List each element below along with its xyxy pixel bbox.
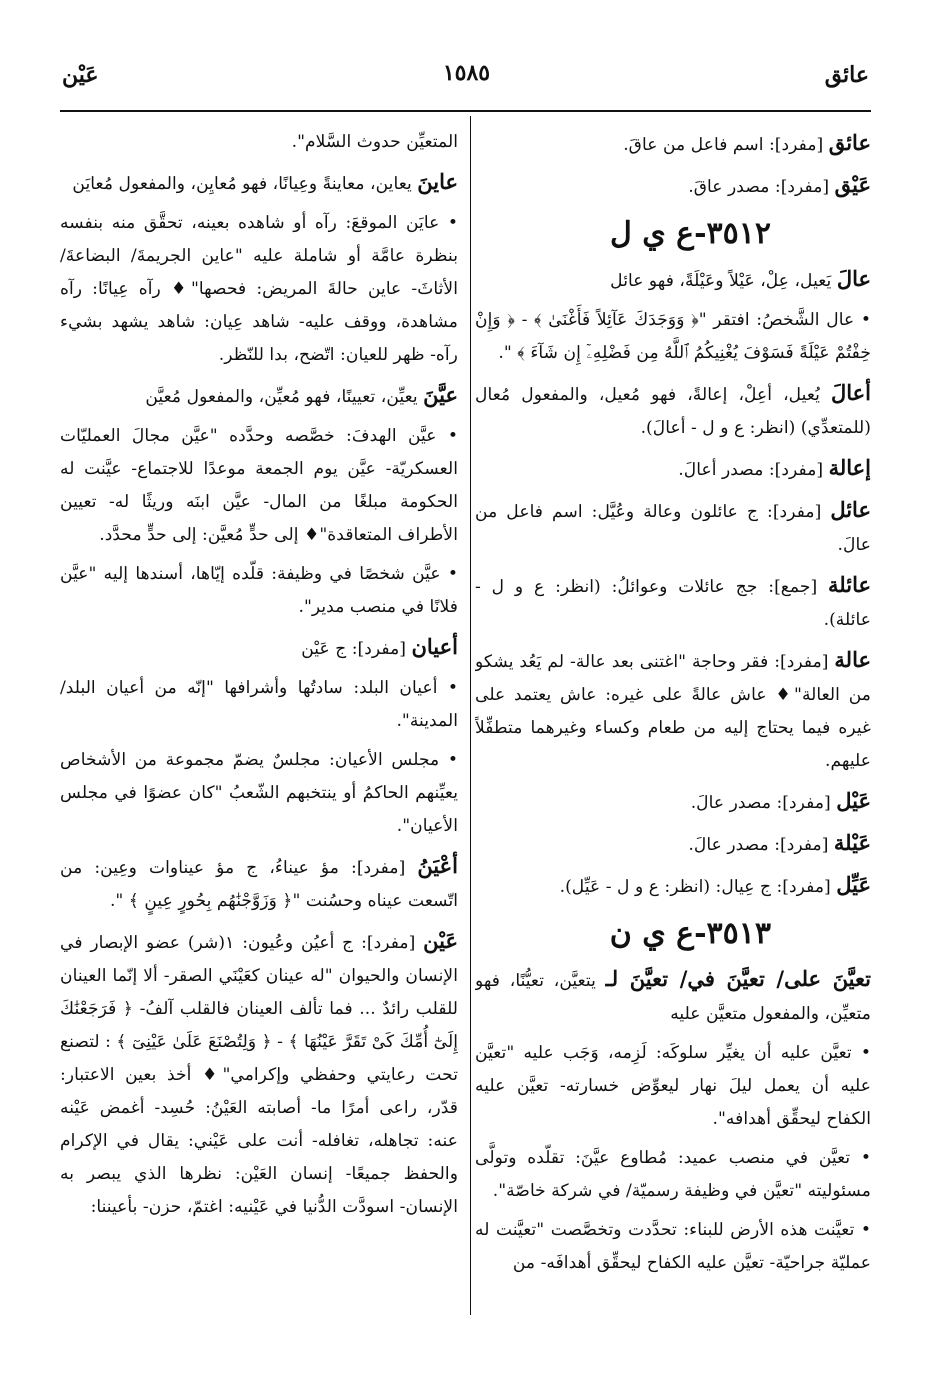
header-rule (60, 110, 871, 112)
entry-headword: عَيْن (423, 928, 458, 953)
dictionary-entry (475, 493, 871, 562)
entry-definition: [جمع]: جج عائلات وعوائلُ: (انظر: ع و ل - عائلة). (475, 577, 871, 630)
page-number: ١٥٨٥ (442, 60, 491, 86)
definition-paragraph: • أعيان البلد: سادتُها وأشرافها "إنّه من أعيان البلد/ المدينة". (60, 678, 458, 731)
dictionary-entry (475, 126, 871, 162)
definition-paragraph: • عيَّن شخصًا في وظيفة: قلّده إيّاها، أسندها إليه "عيَّن فلانًا في منصب مدير". (60, 564, 458, 617)
entry-definition: [مفرد]: ج أعيُن وعُيون: ١(شر) عضو الإبصار في الإنسان والحيوان "له عينان كعَيْنَي الصقر- ألا إنّما العينان للقلب رائدٌ ... فما تألف العينان فالقلب آلفُ- ﴿ فَرَجَعْنَٰكَ إِلَىٰٓ أُمِّكَ كَىْ تَقَرَّ عَيْنُهَا ﴾ - ﴿ وَلِتُصْنَعَ عَلَىٰ عَيْنِىٓ ﴾ : لتصنع تحت رعايتي وحفظي وإكرامي"♦ أخذ بعين الاعتبار: قدّر، راعى أمرًا ما- أصابته العَيْنُ: حُسِد- أغمض عَيْنه عنه: تجاهله، تغافله- أنت على عَيْني: يقال في الإكرام والحفظ جميعًا- إنسان العَيْن: نظرها الذي يبصر به الإنسان- اسودَّت الدُّنيا في عَيْنيه: اغتمّ، حزن- بأعيننا: (60, 933, 458, 1217)
entry-definition: يَعيل، عِلْ، عَيْلاً وعَيْلَةً، فهو عائل (610, 271, 837, 291)
root-heading: ٣٥١٣-ع ي ن (609, 916, 771, 951)
entry-headword: أعْيَنُ (417, 853, 458, 878)
entry-headword: عالة (834, 647, 871, 672)
entry-definition: [مفرد]: ج عِيال: (انظر: ع و ل - عَيِّل). (559, 877, 837, 897)
entry-definition: [مفرد]: مصدر عالَ. (690, 793, 837, 813)
dictionary-entry (60, 849, 458, 918)
entry-headword: عائلة (828, 572, 871, 597)
definition-paragraph: • عايَن الموقعَ: رآه أو شاهده بعينه، تحقَّق منه بنفسه بنظرة عامَّة أو شاملة عليه "عاين الجريمةَ/ البضاعةَ/ الأثاثَ- عاين حالةَ المريض: فحصها"♦ رآه عِيانًا: رآه مشاهدة، ووقف عليه- شاهد عِيان: شاهد يشهد بشيء رآه- ظهر للعيان: اتّضح، بدا للنّظر. (60, 213, 458, 365)
entry-definition: [مفرد]: ج عائلون وعالة وعُيَّل: اسم فاعل من عالَ. (475, 502, 871, 555)
running-head-right: عائق (824, 62, 869, 88)
entry-headword: عَيْلة (833, 830, 871, 855)
entry-headword: عَيْل (836, 788, 871, 813)
entry-definition: [مفرد]: اسم فاعل من عاقَ. (623, 135, 829, 155)
dictionary-entry (475, 451, 871, 487)
entry-headword: عائق (828, 130, 871, 155)
running-head-left: عَيْن (62, 62, 99, 88)
dictionary-entry (60, 924, 458, 1224)
definition-paragraph: • عيَّن الهدفَ: خصَّصه وحدَّده "عيَّن مجالَ العمليّات العسكريّة- عيَّن يوم الجمعة موعدًا للاجتماع- عيَّنت له الحكومة مبلغًا من المال- عيَّن ابنَه وريثًا له- تعيين الأطراف المتعاقدة"♦ إلى حدٍّ مُعيَّن: إلى حدٍّ محدَّد. (60, 426, 458, 545)
definition-paragraph: • تعيَّن عليه أن يغيِّر سلوكَه: لَزِمه، وَجَب عليه "تعيَّن عليه أن يعمل ليلَ نهار ليعوِّض خسارته- تعيَّن عليه الكفاح ليحقِّق أهدافه". (475, 1043, 871, 1129)
entry-definition: [مفرد]: مصدر عالَ. (688, 835, 834, 855)
entry-definition: [مفرد]: مصدر أعالَ. (678, 460, 829, 480)
definition-paragraph: • تعيَّنت هذه الأرض للبناء: تحدَّدت وتخصَّصت "تعيَّنت له عمليّة جراحيّة- تعيَّن عليه الكفاح ليحقِّق أهدافَه- من (475, 1220, 871, 1273)
dictionary-entry (475, 784, 871, 820)
definition-paragraph: • مجلس الأعيان: مجلسٌ يضمّ مجموعة من الأشخاص يعيِّنهم الحاكمُ أو ينتخبهم الشّعبُ "كان عضوًا في مجلس الأعيان". (60, 750, 458, 836)
entry-headword: أعالَ (830, 380, 871, 405)
entry-definition: [مفرد]: مؤ عيناءُ، ج مؤ عيناوات وعِين: من اتّسعت عيناه وحسُنت "﴿ وَزَوَّجْنَٰهُم بِحُورٍ عِينٍ ﴾ ". (60, 858, 458, 911)
entry-definition: يعيِّن، تعيينًا، فهو مُعيِّن، والمفعول مُعيَّن (145, 387, 424, 407)
dictionary-entry (475, 643, 871, 778)
entry-headword: إعالة (828, 455, 871, 480)
entry-headword: عائل (830, 497, 871, 522)
entry-headword: عالَ (836, 266, 871, 291)
entry-headword: عاينَ (417, 169, 458, 194)
dictionary-entry (60, 630, 458, 666)
definition-paragraph: • عال الشَّخصُ: افتقر "﴿ وَوَجَدَكَ عَآئِلاً فَأَغْنَىٰ ﴾ - ﴿ وَإِنْ خِفْتُمْ عَيْلَةً فَسَوْفَ يُغْنِيكُمُ ٱللَّهُ مِن فَضْلِهِۦٓ إِن شَآءَ ﴾ ". (475, 310, 871, 363)
dictionary-entry (475, 262, 871, 298)
dictionary-entry (475, 962, 871, 1031)
dictionary-entry (60, 378, 458, 414)
definition-paragraph: المتعيِّن حدوث السَّلام". (291, 132, 458, 152)
definition-paragraph: • تعيَّن في منصب عميد: مُطاوع عيَّنَ: تقلّده وتولَّى مسئوليته "تعيَّن في وظيفة رسميّة/ في شركة خاصّة". (475, 1148, 871, 1201)
entry-definition: [مفرد]: فقر وحاجة "اغتنى بعد عالة- لم يَعُد يشكو من العالة"♦ عاش عالةً على غيره: عاش يعتمد على غيره فيما يحتاج إليه من طعام وكساء وغيرهما متطفِّلاً عليهم. (475, 652, 871, 771)
entry-headword: عيَّنَ (423, 382, 458, 407)
dictionary-entry (475, 868, 871, 904)
right-column (475, 126, 871, 1326)
root-heading: ٣٥١٢-ع ي ل (610, 216, 771, 251)
entry-definition: يتعيَّن، تعيُّنًا، فهو متعيِّن، والمفعول متعيَّن عليه (475, 971, 871, 1024)
entry-headword: عَيْق (834, 172, 871, 197)
dictionary-entry (475, 826, 871, 862)
dictionary-entry (60, 165, 458, 201)
entry-definition: يعاين، معاينةً وعِيانًا، فهو مُعايِن، والمفعول مُعايَن (72, 174, 418, 194)
entry-definition: [مفرد]: مصدر عاقَ. (688, 177, 835, 197)
dictionary-entry (475, 168, 871, 204)
entry-definition: [مفرد]: ج عَيْن (301, 639, 412, 659)
entry-headword: أعيان (411, 634, 458, 659)
entry-definition: يُعيل، أعِلْ، إعالةً، فهو مُعيل، والمفعول مُعال (للمتعدِّي) (انظر: ع و ل - أعالَ). (475, 385, 871, 438)
entry-headword: تعيَّنَ على/ تعيَّنَ في/ تعيَّنَ لـ (605, 966, 871, 991)
dictionary-entry (475, 376, 871, 445)
entry-headword: عَيِّل (836, 872, 871, 897)
left-column (60, 126, 458, 1326)
column-divider (470, 116, 471, 1315)
dictionary-entry (475, 568, 871, 637)
